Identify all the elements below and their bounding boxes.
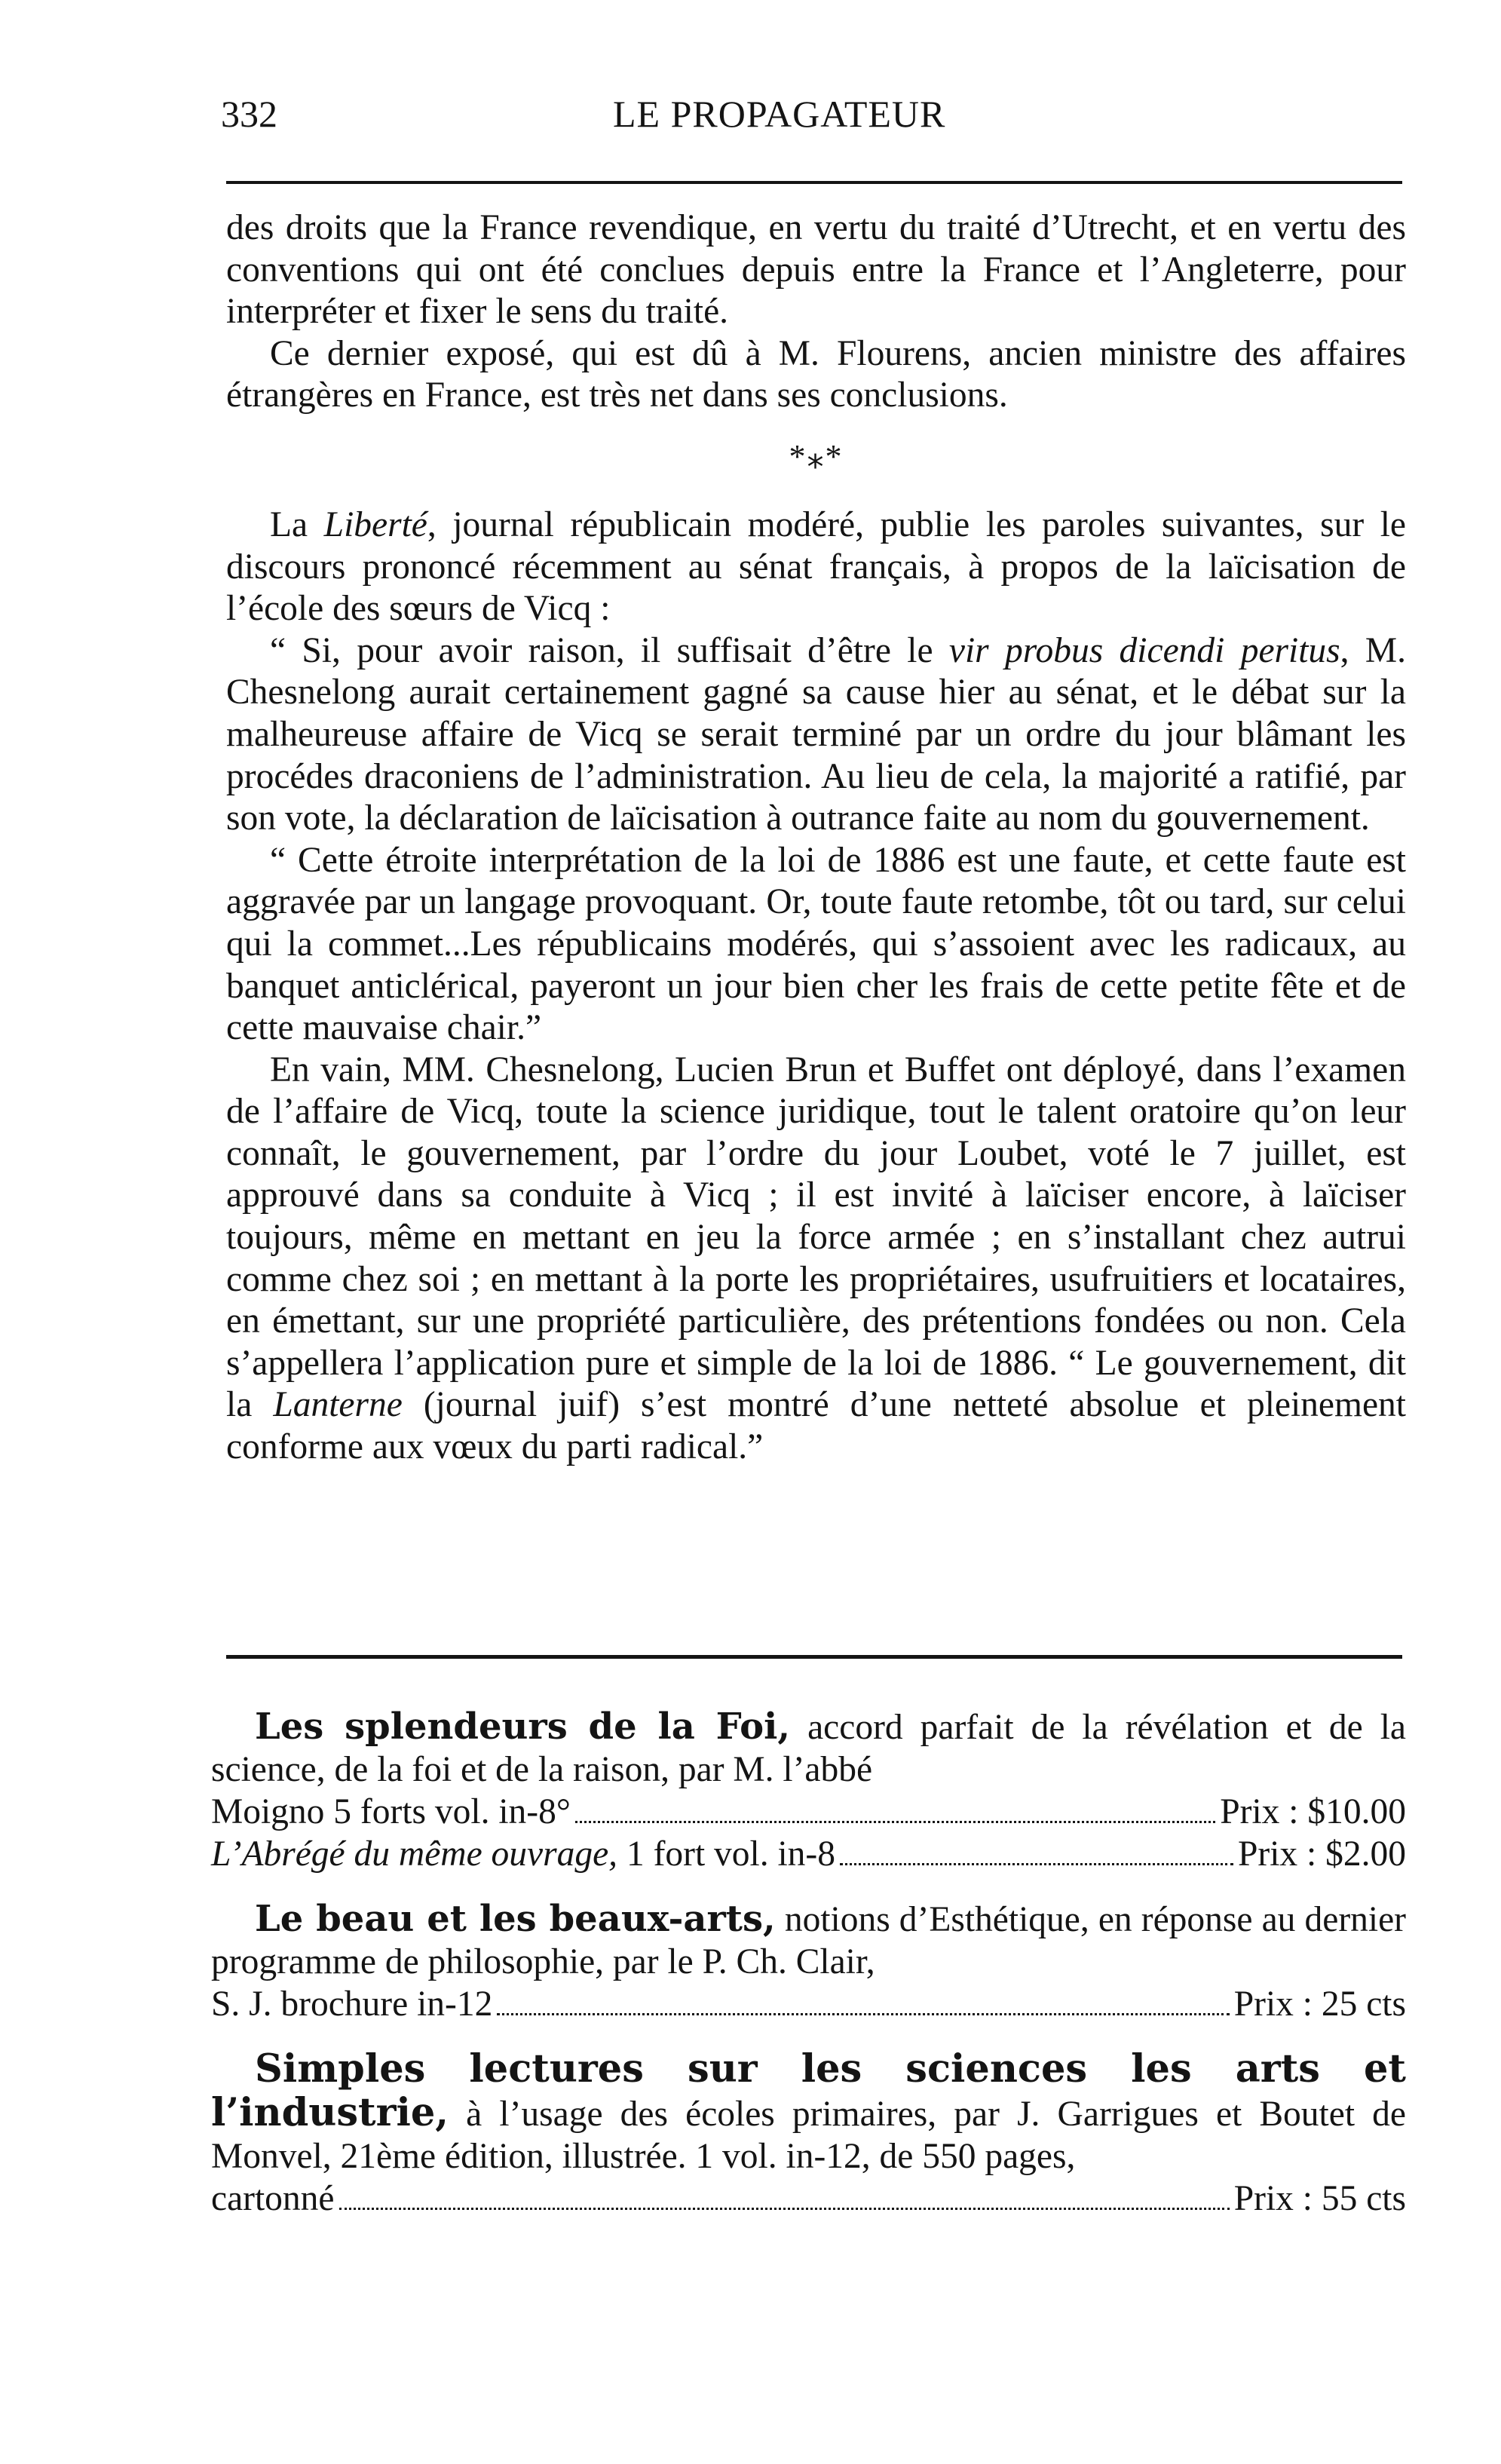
newspaper-title: Lanterne: [273, 1385, 403, 1425]
paragraph: Ce dernier exposé, qui est dû à M. Flourens, ancien ministre des affaires étrangères en France, est très net dans ses conclusions.: [226, 333, 1406, 415]
newspaper-title: Liberté: [323, 504, 427, 544]
paragraph: [226, 630, 1406, 840]
dot-leader: [339, 2208, 1230, 2210]
price-line: [211, 1833, 1406, 1875]
text-run: En vain, MM. Chesnelong, Lucien Brun et Buffet ont déployé, dans l’examen de l’affaire de Vicq, toute la science juridique, tout le talent oratoire qu’on leur connaît, le gouvernement, par l’ordre du jour Loubet, voté le 7 juillet, est approuvé dans sa conduite à Vicq ; il est invité à laïciser encore, à laïciser toujours, même en mettant en jeu la force armée ; en s’installant chez autrui comme chez soi ; en mettant à la porte les propriétaires, usufruitiers et locataires, en émettant, sur une propriété particulière, des prétentions fondées ou non. Cela s’appellera l’application pure et simple de la loi de 1886. “ Le gouvernement, dit la: [226, 1050, 1406, 1425]
text-run: La: [270, 504, 324, 544]
paragraph: “ Cette étroite interprétation de la loi de 1886 est une faute, et cette faute est aggravée par un langage provoquant. Or, toute faute retombe, tôt ou tard, sur celui qui la commet...Les républicains modérés, qui s’assoient avec les radicaux, au banquet anticlérical, payeront un jour bien cher les frais de cette petite fête et de cette mauvaise chair.”: [226, 840, 1406, 1048]
article-body: [226, 207, 1406, 1469]
page-number: 332: [221, 93, 277, 135]
book-description: notions d’Esthétique, en réponse au dernier programme de philosophie, par le P. Ch. Clair,: [211, 1900, 1406, 1981]
book-title: Simples lectures sur les sciences les arts et l’industrie,: [211, 2046, 1406, 2135]
edition-info: [211, 1833, 835, 1875]
price-line: [211, 1983, 1406, 2025]
paragraph: [226, 504, 1406, 630]
page-header: [221, 92, 1352, 152]
dot-leader: [840, 1863, 1233, 1865]
paragraph: des droits que la France revendique, en vertu du traité d’Utrecht, et en vertu des conventions qui ont été conclues depuis entre la France et l’Angleterre, pour interpréter et fixer le sens du traité.: [226, 208, 1406, 332]
header-rule: [226, 181, 1402, 184]
edition-info: Moigno 5 forts vol. in-8°: [211, 1792, 571, 1831]
book-ad: [211, 1705, 1406, 1875]
dot-leader: [497, 2013, 1229, 2015]
abridged-title: L’Abrégé du même ouvrage,: [211, 1834, 618, 1874]
book-description: accord parfait de la révélation et de la science, de la foi et de la raison, par M. l’abbé: [211, 1708, 1406, 1789]
book-title: Les splendeurs de la Foi,: [255, 1705, 791, 1748]
edition-info: cartonné: [211, 2179, 335, 2218]
price: Prix : $2.00: [1237, 1834, 1406, 1874]
book-advertisements: [211, 1705, 1406, 2242]
section-separator-stars: *⁎*: [789, 437, 844, 475]
section-rule: [226, 1655, 1402, 1659]
edition-info: S. J. brochure in-12: [211, 1984, 493, 2024]
paragraph: [226, 1050, 1406, 1469]
running-head: LE PROPAGATEUR: [613, 93, 946, 135]
dot-leader: [575, 1821, 1215, 1823]
book-description: à l’usage des écoles primaires, par J. Garrigues et Boutet de Monvel, 21ème édition, illustrée. 1 vol. in-12, de 550 pages,: [211, 2095, 1406, 2176]
text-run: , M. Chesnelong aurait certainement gagné sa cause hier au sénat, et le débat sur la malheureuse affaire de Vicq se serait terminé par un ordre du jour blâmant les procédes draconiens de l’administration. Au lieu de cela, la majorité a ratifié, par son vote, la déclaration de laïcisation à outrance faite au nom du gouvernement.: [226, 630, 1406, 838]
latin-quote: vir probus dicendi peritus: [948, 630, 1340, 670]
price-line: [211, 2177, 1406, 2220]
book-ad: [211, 2048, 1406, 2220]
price: Prix : 55 cts: [1233, 2179, 1406, 2218]
price-line: [211, 1791, 1406, 1833]
price: Prix : 25 cts: [1233, 1984, 1406, 2024]
book-title: Le beau et les beaux-arts,: [255, 1898, 776, 1940]
text-run: “ Si, pour avoir raison, il suffisait d’être le: [270, 630, 949, 670]
price: Prix : $10.00: [1220, 1792, 1406, 1831]
text-run: , journal républicain modéré, publie les paroles suivantes, sur le discours prononcé récemment au sénat français, à propos de la laïcisation de l’école des sœurs de Vicq :: [226, 504, 1406, 629]
text-run: 1 fort vol. in-8: [617, 1834, 835, 1874]
book-ad: [211, 1898, 1406, 2025]
text-run: (journal juif) s’est montré d’une netteté absolue et pleinement conforme aux vœux du parti radical.”: [226, 1385, 1406, 1467]
